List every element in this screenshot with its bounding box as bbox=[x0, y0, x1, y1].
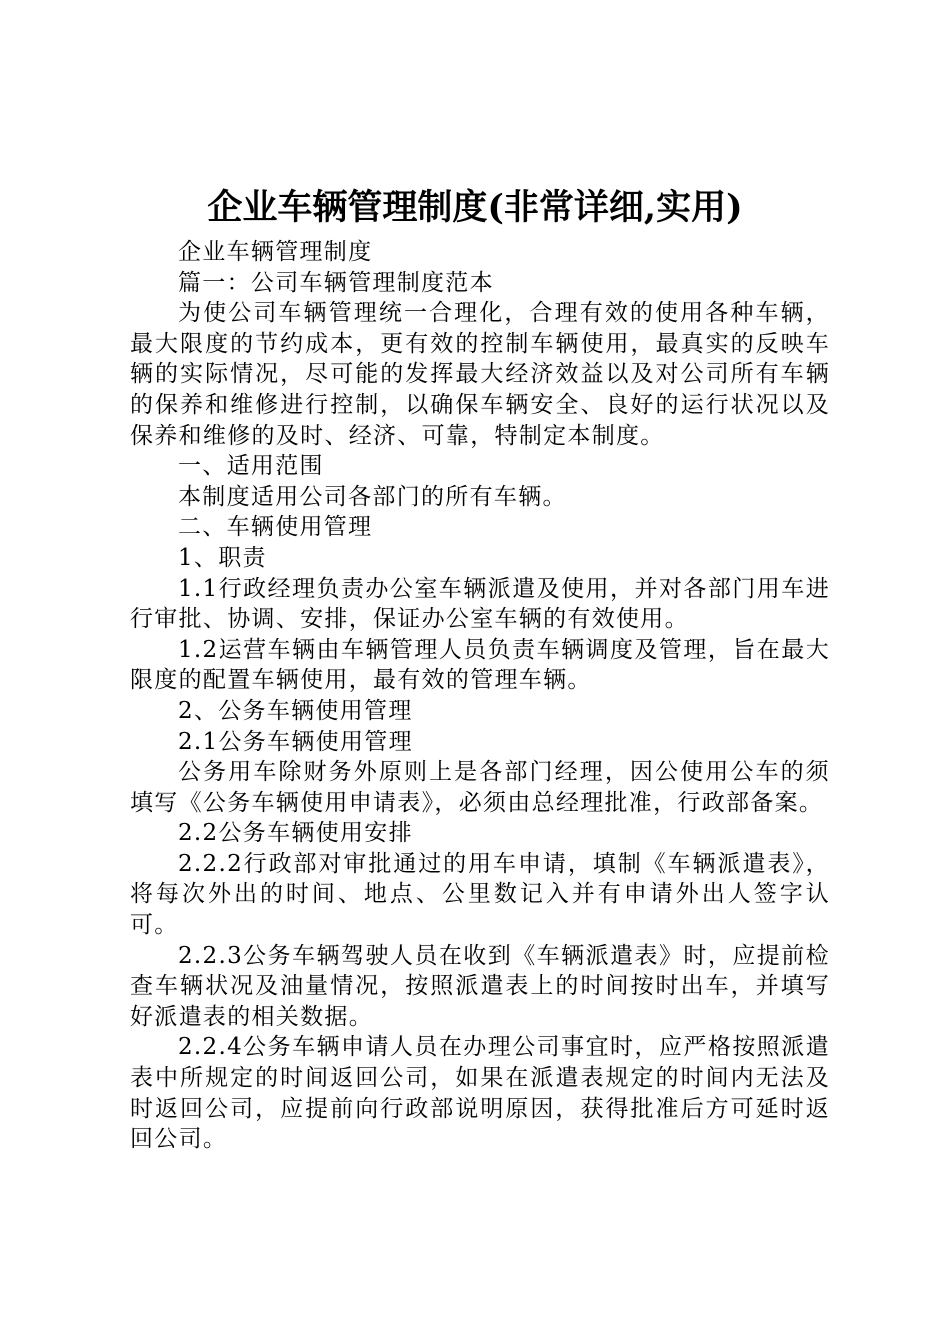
clause-2-2-2: 2.2.2行政部对审批通过的用车申请，填制《车辆派遣表》，将每次外出的时间、地点、公里数记入并有申请外出人签字认可。 bbox=[130, 850, 830, 939]
clause-1-1: 1.1行政经理负责办公室车辆派遣及使用，并对各部门用车进行审批、协调、安排，保证办公室车辆的有效使用。 bbox=[130, 575, 830, 633]
clause-heading-2-2: 2.2公务车辆使用安排 bbox=[178, 820, 413, 847]
paragraph-purpose: 为使公司车辆管理统一合理化，合理有效的使用各种车辆，最大限度的节约成本，更有效的控制车辆使用，最真实的反映车辆的实际情况，尽可能的发挥最大经济效益以及对公司所有车辆的保养和维修进行控制，以确保车辆安全、良好的运行状况以及保养和维修的及时、经济、可靠，特制定本制度。 bbox=[130, 300, 830, 449]
clause-2-2-3: 2.2.3公务车辆驾驶人员在收到《车辆派遣表》时，应提前检查车辆状况及油量情况，按照派遣表上的时间按时出车，并填写好派遣表的相关数据。 bbox=[130, 942, 830, 1030]
paragraph-chapter-heading: 篇一：公司车辆管理制度范本 bbox=[178, 269, 494, 296]
subsection-heading-duties: 1、职责 bbox=[178, 544, 267, 571]
paragraph-scope: 本制度适用公司各部门的所有车辆。 bbox=[178, 483, 567, 510]
section-heading-scope: 一、适用范围 bbox=[178, 453, 324, 480]
paragraph-subtitle: 企业车辆管理制度 bbox=[178, 239, 373, 265]
document-body bbox=[130, 237, 830, 1155]
clause-1-2: 1.2运营车辆由车辆管理人员负责车辆调度及管理，旨在最大限度的配置车辆使用，最有效的管理车辆。 bbox=[130, 636, 830, 694]
clause-2-2-4: 2.2.4公务车辆申请人员在办理公司事宜时，应严格按照派遣表中所规定的时间返回公司，如果在派遣表规定的时间内无法及时返回公司，应提前向行政部说明原因，获得批准后方可延时返回公司。 bbox=[130, 1034, 830, 1153]
document-title: 企业车辆管理制度(非常详细,实用) bbox=[207, 187, 743, 228]
subsection-heading-official-vehicles: 2、公务车辆使用管理 bbox=[178, 697, 413, 724]
clause-2-1-body: 公务用车除财务外原则上是各部门经理，因公使用公车的须填写《公务车辆使用申请表》，必须由总经理批准，行政部备案。 bbox=[130, 759, 830, 816]
clause-heading-2-1: 2.1公务车辆使用管理 bbox=[178, 728, 413, 755]
section-heading-usage: 二、车辆使用管理 bbox=[178, 514, 373, 541]
